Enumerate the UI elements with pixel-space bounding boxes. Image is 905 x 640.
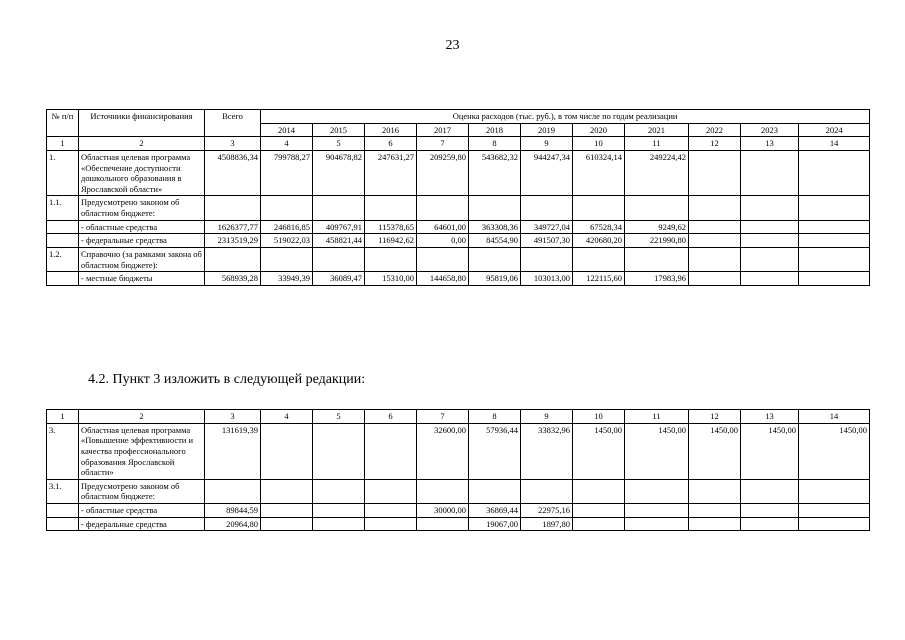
value-cell: 1897,80 (521, 517, 573, 531)
column-number: 1 (47, 137, 79, 151)
value-cell (689, 247, 741, 271)
column-number: 4 (261, 137, 313, 151)
row-number-cell: 1. (47, 150, 79, 196)
value-cell: 420680,20 (573, 234, 625, 248)
value-cell: 610324,14 (573, 150, 625, 196)
row-number-cell (47, 504, 79, 518)
table-row (47, 247, 870, 271)
value-cell (365, 517, 417, 531)
source-cell: Предусмотрено законом об областном бюджете: (79, 196, 205, 220)
value-cell: 19067,00 (469, 517, 521, 531)
value-cell (799, 234, 870, 248)
value-cell (689, 150, 741, 196)
value-cell (313, 504, 365, 518)
value-cell (469, 479, 521, 503)
column-number: 11 (625, 137, 689, 151)
value-cell (417, 247, 469, 271)
value-cell: 20964,80 (205, 517, 261, 531)
value-cell (689, 234, 741, 248)
value-cell (417, 479, 469, 503)
header-year: 2024 (799, 123, 870, 137)
value-cell: 1450,00 (741, 423, 799, 479)
column-number: 14 (799, 410, 870, 424)
column-number: 6 (365, 137, 417, 151)
header-estimate: Оценка расходов (тыс. руб.), в том числе по годам реализации (261, 110, 870, 124)
value-cell: 246816,85 (261, 220, 313, 234)
value-cell (625, 479, 689, 503)
source-cell: - местные бюджеты (79, 272, 205, 286)
value-cell (799, 196, 870, 220)
source-cell: - федеральные средства (79, 517, 205, 531)
table-row (47, 423, 870, 479)
value-cell (313, 247, 365, 271)
value-cell: 144658,80 (417, 272, 469, 286)
value-cell (741, 150, 799, 196)
value-cell: 116942,62 (365, 234, 417, 248)
value-cell (799, 247, 870, 271)
value-cell (521, 196, 573, 220)
value-cell (799, 479, 870, 503)
value-cell (741, 247, 799, 271)
value-cell (741, 479, 799, 503)
source-cell: - областные средства (79, 504, 205, 518)
value-cell: 0,00 (417, 234, 469, 248)
value-cell: 131619,39 (205, 423, 261, 479)
section-heading: 4.2. Пункт 3 изложить в следующей редакции: (88, 372, 366, 387)
source-cell: Предусмотрено законом об областном бюджете: (79, 479, 205, 503)
value-cell: 1450,00 (799, 423, 870, 479)
value-cell (741, 517, 799, 531)
value-cell: 103013,00 (521, 272, 573, 286)
table-row (47, 272, 870, 286)
value-cell (741, 234, 799, 248)
header-num: № п/п (47, 110, 79, 137)
value-cell: 491507,30 (521, 234, 573, 248)
column-number: 4 (261, 410, 313, 424)
value-cell: 221990,80 (625, 234, 689, 248)
table-row (47, 234, 870, 248)
value-cell: 30000,00 (417, 504, 469, 518)
value-cell (799, 220, 870, 234)
column-number: 9 (521, 410, 573, 424)
value-cell (799, 504, 870, 518)
table1-body (47, 150, 870, 285)
value-cell (365, 247, 417, 271)
value-cell: 209259,80 (417, 150, 469, 196)
value-cell (573, 247, 625, 271)
table-row (47, 220, 870, 234)
value-cell (521, 247, 573, 271)
value-cell (365, 504, 417, 518)
value-cell: 17983,96 (625, 272, 689, 286)
value-cell (741, 272, 799, 286)
value-cell: 15310,00 (365, 272, 417, 286)
value-cell (521, 479, 573, 503)
value-cell (573, 504, 625, 518)
column-number: 5 (313, 410, 365, 424)
table-row (47, 504, 870, 518)
value-cell (417, 196, 469, 220)
value-cell: 519022,03 (261, 234, 313, 248)
source-cell: Областная целевая программа «Обеспечение доступности дошкольного образования в Ярославской области» (79, 150, 205, 196)
value-cell: 33832,96 (521, 423, 573, 479)
column-number: 10 (573, 410, 625, 424)
value-cell (573, 517, 625, 531)
row-number-cell: 1.2. (47, 247, 79, 271)
column-numbers-row (47, 410, 870, 424)
column-number: 3 (205, 137, 261, 151)
value-cell: 122115,60 (573, 272, 625, 286)
value-cell (365, 196, 417, 220)
value-cell (313, 479, 365, 503)
table-row (47, 150, 870, 196)
column-number: 14 (799, 137, 870, 151)
value-cell (469, 196, 521, 220)
value-cell (365, 479, 417, 503)
value-cell (689, 517, 741, 531)
value-cell: 1626377,77 (205, 220, 261, 234)
value-cell (689, 504, 741, 518)
value-cell (205, 247, 261, 271)
value-cell (573, 479, 625, 503)
value-cell (625, 517, 689, 531)
header-source: Источники финансирования (79, 110, 205, 137)
table-row (47, 517, 870, 531)
value-cell (365, 423, 417, 479)
header-total: Всего (205, 110, 261, 137)
column-number: 2 (79, 137, 205, 151)
value-cell (799, 517, 870, 531)
column-number: 3 (205, 410, 261, 424)
source-cell: - областные средства (79, 220, 205, 234)
value-cell (573, 196, 625, 220)
column-number: 11 (625, 410, 689, 424)
header-year: 2022 (689, 123, 741, 137)
value-cell (741, 220, 799, 234)
column-number: 10 (573, 137, 625, 151)
header-year: 2015 (313, 123, 365, 137)
value-cell: 84554,90 (469, 234, 521, 248)
column-number: 13 (741, 137, 799, 151)
column-number: 13 (741, 410, 799, 424)
page-number: 23 (445, 38, 460, 53)
row-number-cell (47, 220, 79, 234)
column-number: 12 (689, 137, 741, 151)
value-cell: 363308,36 (469, 220, 521, 234)
value-cell (417, 517, 469, 531)
value-cell: 904678,82 (313, 150, 365, 196)
value-cell: 22975,16 (521, 504, 573, 518)
row-number-cell (47, 517, 79, 531)
source-cell: - федеральные средства (79, 234, 205, 248)
value-cell (799, 150, 870, 196)
value-cell (313, 423, 365, 479)
value-cell: 115378,65 (365, 220, 417, 234)
row-number-cell: 3. (47, 423, 79, 479)
source-cell: Справочно (за рамками закона об областном бюджете): (79, 247, 205, 271)
column-number: 8 (469, 137, 521, 151)
value-cell: 1450,00 (625, 423, 689, 479)
header-year: 2014 (261, 123, 313, 137)
value-cell (741, 196, 799, 220)
column-number: 5 (313, 137, 365, 151)
value-cell: 1450,00 (689, 423, 741, 479)
value-cell: 95819,06 (469, 272, 521, 286)
value-cell (313, 196, 365, 220)
header-year: 2023 (741, 123, 799, 137)
value-cell: 1450,00 (573, 423, 625, 479)
value-cell: 89844,59 (205, 504, 261, 518)
value-cell: 349727,04 (521, 220, 573, 234)
value-cell (313, 517, 365, 531)
value-cell: 2313519,29 (205, 234, 261, 248)
header-year: 2021 (625, 123, 689, 137)
value-cell: 944247,34 (521, 150, 573, 196)
value-cell (625, 196, 689, 220)
row-number-cell (47, 272, 79, 286)
table-row (47, 196, 870, 220)
value-cell (689, 272, 741, 286)
value-cell: 249224,42 (625, 150, 689, 196)
header-year: 2019 (521, 123, 573, 137)
value-cell: 67528,34 (573, 220, 625, 234)
source-cell: Областная целевая программа «Повышение эффективности и качества профессионального образования Ярославской области» (79, 423, 205, 479)
value-cell (625, 504, 689, 518)
column-number: 6 (365, 410, 417, 424)
budget-table-2 (46, 409, 870, 531)
row-number-cell (47, 234, 79, 248)
value-cell: 57936,44 (469, 423, 521, 479)
row-number-cell: 3.1. (47, 479, 79, 503)
value-cell (689, 479, 741, 503)
row-number-cell: 1.1. (47, 196, 79, 220)
table-row (47, 479, 870, 503)
value-cell (205, 479, 261, 503)
column-number: 1 (47, 410, 79, 424)
value-cell (261, 247, 313, 271)
header-year: 2017 (417, 123, 469, 137)
column-number: 9 (521, 137, 573, 151)
column-numbers-row (47, 137, 870, 151)
column-number: 2 (79, 410, 205, 424)
value-cell: 543682,32 (469, 150, 521, 196)
value-cell (689, 196, 741, 220)
column-number: 7 (417, 137, 469, 151)
value-cell (261, 479, 313, 503)
value-cell: 36089,47 (313, 272, 365, 286)
value-cell: 36869,44 (469, 504, 521, 518)
value-cell: 64601,00 (417, 220, 469, 234)
header-year: 2016 (365, 123, 417, 137)
column-number: 7 (417, 410, 469, 424)
value-cell: 33949,39 (261, 272, 313, 286)
value-cell (469, 247, 521, 271)
header-year: 2018 (469, 123, 521, 137)
table2-body (47, 423, 870, 531)
value-cell (261, 517, 313, 531)
value-cell (261, 196, 313, 220)
value-cell (799, 272, 870, 286)
value-cell (261, 423, 313, 479)
value-cell (261, 504, 313, 518)
column-number: 12 (689, 410, 741, 424)
value-cell (689, 220, 741, 234)
header-year: 2020 (573, 123, 625, 137)
value-cell (741, 504, 799, 518)
budget-table-1 (46, 109, 870, 286)
value-cell: 409767,91 (313, 220, 365, 234)
value-cell: 247631,27 (365, 150, 417, 196)
value-cell: 568939,28 (205, 272, 261, 286)
column-number: 8 (469, 410, 521, 424)
value-cell: 458821,44 (313, 234, 365, 248)
value-cell (625, 247, 689, 271)
value-cell: 32600,00 (417, 423, 469, 479)
value-cell (205, 196, 261, 220)
value-cell: 9249,62 (625, 220, 689, 234)
value-cell: 799788,27 (261, 150, 313, 196)
value-cell: 4508836,34 (205, 150, 261, 196)
